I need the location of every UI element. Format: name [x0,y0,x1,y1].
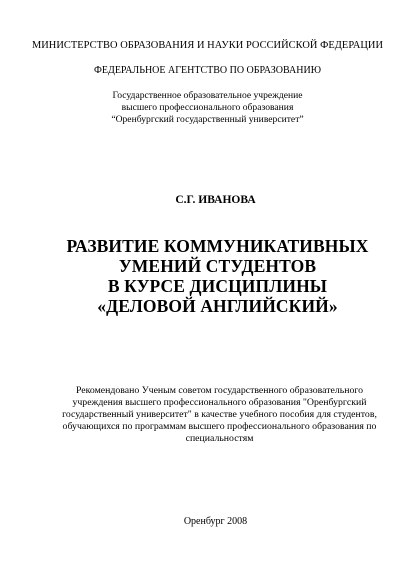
author-name: С.Г. ИВАНОВА [175,194,256,206]
document-title-line: В КУРСЕ ДИСЦИПЛИНЫ [107,276,328,296]
recommendation-line: государственный университет" в качестве учебного пособия для студентов, [62,409,377,420]
recommendation-line: Рекомендовано Ученым советом государственного образовательного [75,385,364,396]
recommendation-line: специальностям [185,433,254,444]
agency-heading: ФЕДЕРАЛЬНОЕ АГЕНТСТВО ПО ОБРАЗОВАНИЮ [93,65,321,76]
ministry-heading: МИНИСТЕРСТВО ОБРАЗОВАНИЯ И НАУКИ РОССИЙСКОЙ ФЕДЕРАЦИИ [31,40,384,51]
document-title-line: «ДЕЛОВОЙ АНГЛИЙСКИЙ» [97,296,338,316]
recommendation-line: обучающихся по программам высшего профессионального образования по [62,421,377,432]
recommendation-line: учреждения высшего профессионального образования "Оренбургский [72,397,367,408]
institution-line: “Оренбургский государственный университет” [111,114,304,125]
document-title-line: РАЗВИТИЕ КОММУНИКАТИВНЫХ [66,236,369,256]
city-year: Оренбург 2008 [183,516,248,527]
institution-line: Государственное образовательное учреждение [112,90,303,101]
institution-line: высшего профессионального образования [121,102,294,113]
document-title-line: УМЕНИЙ СТУДЕНТОВ [118,256,317,276]
